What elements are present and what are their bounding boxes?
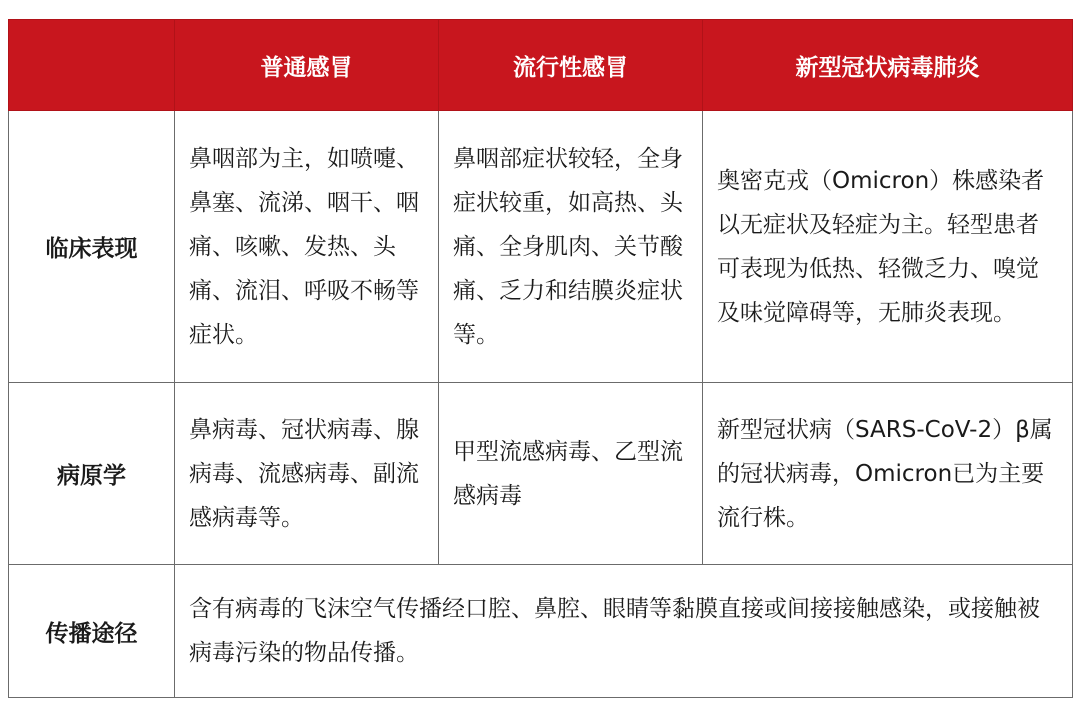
column-header-influenza: 流行性感冒 xyxy=(439,20,703,111)
header-row xyxy=(9,20,1073,111)
cell-pathogen-common-cold: 鼻病毒、冠状病毒、腺病毒、流感病毒、副流感病毒等。 xyxy=(175,383,439,565)
column-header-covid-pneumonia: 新型冠状病毒肺炎 xyxy=(703,20,1073,111)
cell-pathogen-influenza: 甲型流感病毒、乙型流感病毒 xyxy=(439,383,703,565)
cell-pathogen-covid: 新型冠状病（SARS-CoV-2）β属的冠状病毒，Omicron已为主要流行株。 xyxy=(703,383,1073,565)
cell-clinical-influenza: 鼻咽部症状较轻，全身症状较重，如高热、头痛、全身肌肉、关节酸痛、乏力和结膜炎症状等。 xyxy=(439,111,703,383)
cell-clinical-covid: 奥密克戎（Omicron）株感染者以无症状及轻症为主。轻型患者可表现为低热、轻微乏力、嗅觉及味觉障碍等，无肺炎表现。 xyxy=(703,111,1073,383)
cell-transmission-merged: 含有病毒的飞沫空气传播经口腔、鼻腔、眼睛等黏膜直接或间接接触感染，或接触被病毒污染的物品传播。 xyxy=(175,565,1073,698)
comparison-table xyxy=(8,19,1073,698)
cell-clinical-common-cold: 鼻咽部为主，如喷嚏、鼻塞、流涕、咽干、咽痛、咳嗽、发热、头痛、流泪、呼吸不畅等症状。 xyxy=(175,111,439,383)
table-row-pathogen xyxy=(9,383,1073,565)
row-header-transmission: 传播途径 xyxy=(9,565,175,698)
row-header-pathogen: 病原学 xyxy=(9,383,175,565)
table-row-clinical xyxy=(9,111,1073,383)
column-header-common-cold: 普通感冒 xyxy=(175,20,439,111)
header-corner-cell xyxy=(9,20,175,111)
comparison-table-wrapper xyxy=(8,19,1072,694)
row-header-clinical: 临床表现 xyxy=(9,111,175,383)
table-row-transmission xyxy=(9,565,1073,698)
